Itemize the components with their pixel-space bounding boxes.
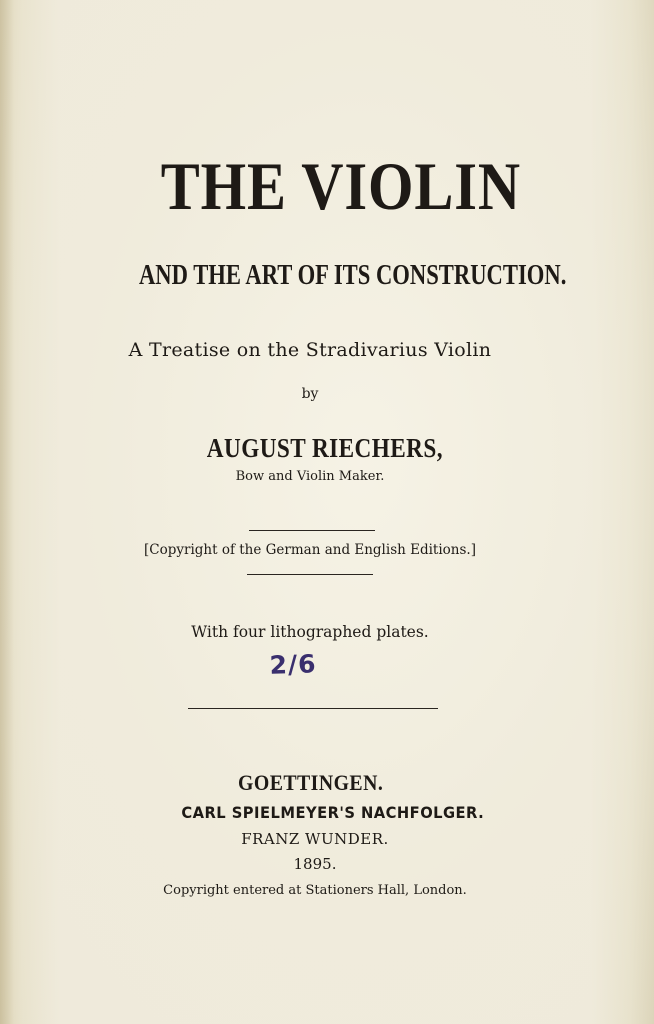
plates-note: With four lithographed plates. bbox=[191, 623, 429, 641]
author-name: AUGUST RIECHERS, bbox=[206, 433, 443, 463]
divider-rule-top bbox=[249, 530, 375, 531]
imprint-year: 1895. bbox=[293, 855, 337, 873]
treatise-line: A Treatise on the Stradivarius Violin bbox=[128, 339, 492, 361]
divider-rule-imprint bbox=[188, 708, 438, 709]
copyright-editions: [Copyright of the German and English Editions.] bbox=[144, 542, 476, 558]
book-subtitle: AND THE ART OF ITS CONSTRUCTION. bbox=[138, 259, 567, 291]
page-edge-shadow bbox=[0, 0, 14, 1024]
imprint-place: GOETTINGEN. bbox=[238, 770, 384, 795]
handwritten-price: 2/6 bbox=[269, 649, 317, 680]
divider-rule-bottom bbox=[247, 574, 373, 575]
imprint-publisher: CARL SPIELMEYER'S NACHFOLGER. bbox=[181, 803, 485, 822]
imprint-proprietor: FRANZ WUNDER. bbox=[241, 830, 389, 848]
copyright-notice: Copyright entered at Stationers Hall, London. bbox=[163, 883, 467, 898]
book-title: THE VIOLIN bbox=[160, 148, 521, 224]
author-role: Bow and Violin Maker. bbox=[235, 469, 385, 484]
by-line: by bbox=[301, 386, 319, 402]
